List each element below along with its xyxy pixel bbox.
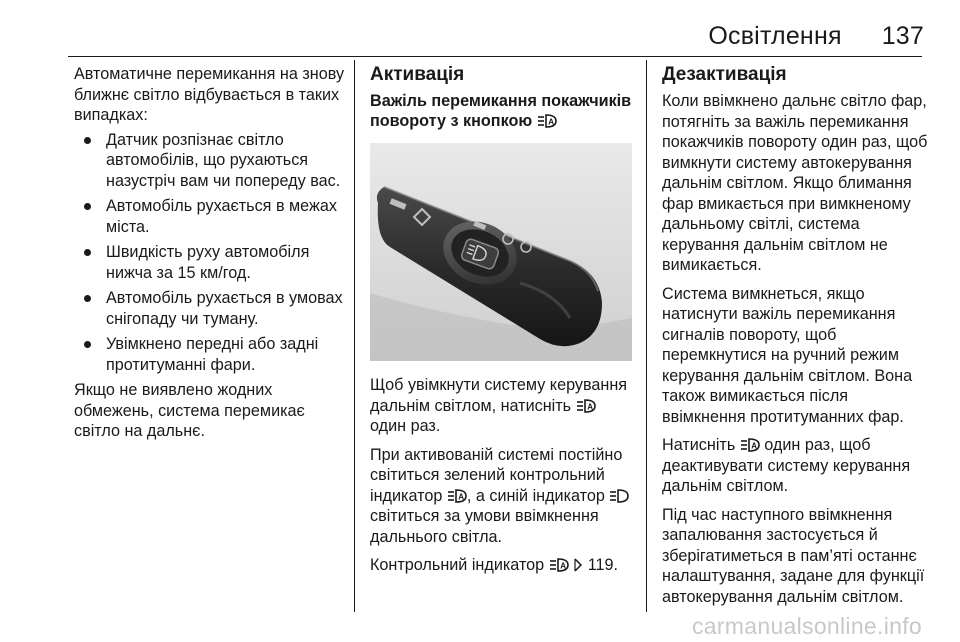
column-2 [370,64,632,584]
list-item: Швидкість руху автомобіля нижча за 15 км/год. [74,242,346,283]
column-divider-1 [354,60,355,612]
page-number: 137 [881,22,924,50]
intro-text: Автоматичне перемикання на знову ближнє світло відбувається в таких випадках: [74,65,345,124]
list-item: Датчик розпізнає світло автомобілів, що рухаються назустріч вам чи попереду вас. [74,130,346,192]
p3-text-a: Натисніть [662,436,736,454]
column-divider-2 [646,60,647,612]
page-reference-link[interactable]: 119. [587,556,618,574]
auto-high-beam-icon [447,489,467,503]
list-item: Автомобіль рухається в межах міста. [74,196,346,237]
page-header [0,22,924,51]
conditions-list [74,130,346,376]
activation-paragraph-1 [370,375,632,437]
svg-text:A: A [458,492,464,501]
deactivation-paragraph-4: Під час наступного ввімкнення запалювання застосується й зберігатиметься в пам’яті останнє налаштування, задане для функції автокерування дальнім світлом. [662,505,925,606]
column-1 [74,64,346,445]
deactivation-paragraph-3 [662,435,934,497]
p2-text-a: При активованій системі постійно світиться зелений контрольний індикатор [370,445,623,505]
header-rule [68,56,922,57]
p2-text-c: світиться за умови ввімкнення дальнього світла. [370,507,599,546]
outro-text: Якщо не виявлено жодних обмежень, система перемикає світло на дальнє. [74,381,305,440]
deactivation-heading: Дезактивація [662,64,787,85]
section-title: Освітлення [708,22,842,50]
p3-text-b: один раз, щоб деактивувати систему керування дальнім світлом. [662,436,911,495]
auto-high-beam-icon [537,114,557,128]
svg-text:A: A [547,117,554,127]
deactivation-paragraph-2: Система вимкнеться, якщо натиснути важіль перемикання сигналів повороту, щоб перемкнутися на ручний режим керування дальнім світлом. Вона також вимикається після ввімкнення протитуманних фар. [662,284,913,426]
p2-text-b: , а синій індикатор [466,486,605,505]
auto-high-beam-icon [576,399,596,413]
turn-signal-lever-image [370,143,632,361]
svg-text:A: A [586,402,593,411]
page-reference-icon[interactable] [573,558,583,572]
p3-text-a: Контрольний індикатор [370,556,545,574]
list-item: Увімкнено передні або задні протитуманні фари. [74,334,346,375]
activation-paragraph-3 [370,555,632,576]
activation-heading: Активація [370,64,465,85]
high-beam-icon [609,489,629,503]
watermark: carmanualsonline.info [691,613,922,639]
deactivation-paragraph-1: Коли ввімкнено дальнє світло фар, потягніть за важіль перемикання покажчиків повороту один раз, щоб вимкнути систему автокерування дальнім світлом. Якщо блимання фар вмикається при вимкненому дальньому світлі, система керування дальнім світлом не вимикається. [662,92,928,274]
svg-text:A: A [559,561,566,571]
column-3 [662,64,934,615]
list-item: Автомобіль рухається в умовах снігопаду чи туману. [74,288,346,329]
p1-text-b: один раз. [370,417,441,435]
activation-paragraph-2 [370,445,632,548]
auto-high-beam-icon [549,558,569,572]
p1-text-a: Щоб увімкнути систему керування дальнім світлом, натисніть [370,376,628,415]
activation-subheading [370,91,632,131]
svg-text:A: A [750,441,757,451]
subheading-text: Важіль перемикання покажчиків повороту з кнопкою [370,92,632,130]
auto-high-beam-icon [740,438,760,452]
